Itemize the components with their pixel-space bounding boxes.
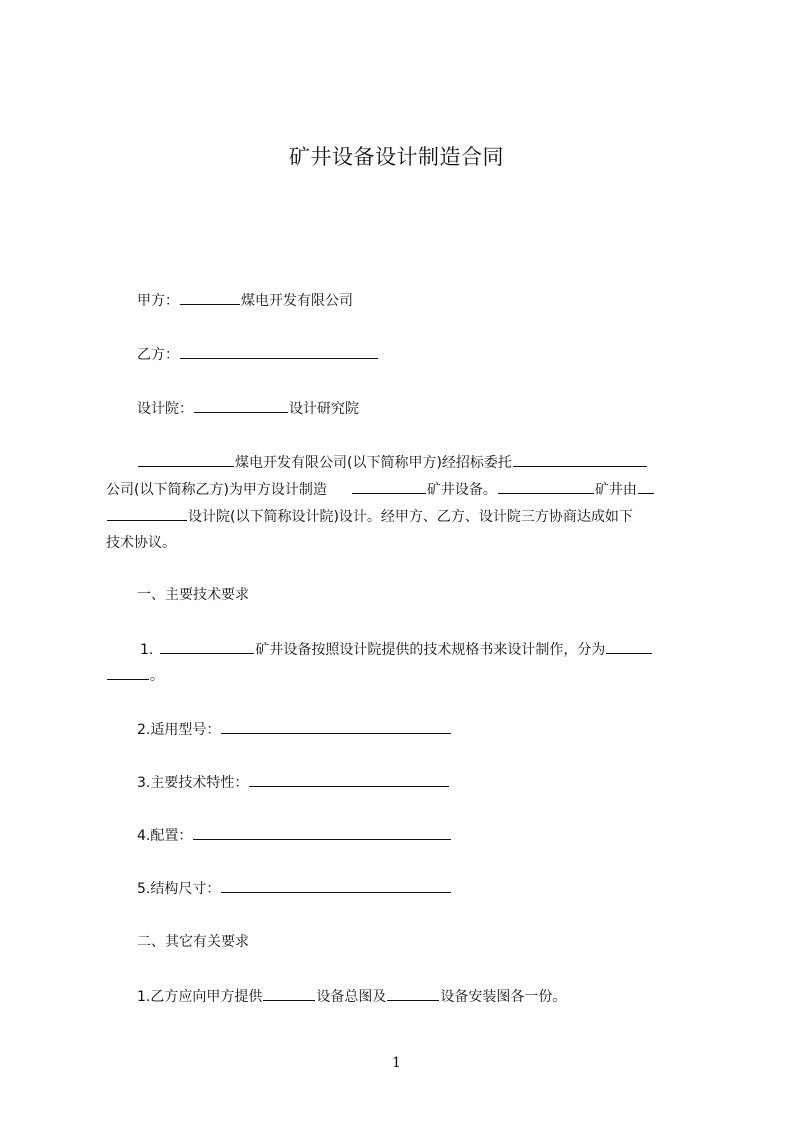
intro-blank-3[interactable]	[352, 479, 426, 494]
intro-line-3	[106, 506, 633, 527]
page-number: 1	[392, 1055, 401, 1071]
party-b-label: 乙方：	[137, 347, 179, 363]
intro-blank-2[interactable]	[513, 452, 647, 467]
section-1-heading: 一、主要技术要求	[137, 587, 249, 603]
intro-text-5: 设计院(以下简称设计院)设计。经甲方、乙方、设计院三方协商达成如下	[188, 509, 633, 525]
item-1-prefix: 1.	[140, 642, 154, 658]
item-2-label: 2.适用型号：	[137, 722, 221, 738]
item-2-line	[137, 719, 452, 740]
intro-blank-5[interactable]	[638, 479, 654, 494]
s2-item-1-text-1: 1.乙方应向甲方提供	[137, 989, 263, 1005]
item-5-line	[137, 878, 452, 899]
s2-item-1-text-2: 设备总图及	[316, 989, 387, 1005]
item-5-label: 5.结构尺寸：	[137, 881, 221, 897]
s2-item-1-text-3: 设备安装图各一份。	[440, 989, 567, 1005]
party-a-name: 煤电开发有限公司	[241, 293, 353, 309]
item-4-label: 4.配置：	[137, 828, 193, 844]
item-4-blank[interactable]	[193, 825, 451, 840]
s2-item-1-blank-2[interactable]	[387, 986, 439, 1001]
item-5-blank[interactable]	[221, 878, 451, 893]
item-1-text: 矿井设备按照设计院提供的技术规格书来设计制作，分为	[255, 642, 606, 658]
section-2-heading: 二、其它有关要求	[137, 934, 249, 950]
item-1-blank-3[interactable]	[107, 665, 149, 680]
item-3-label: 3.主要技术特性：	[137, 775, 249, 791]
item-1-blank-2[interactable]	[606, 639, 652, 654]
institute-name: 设计研究院	[289, 401, 359, 417]
item-3-blank[interactable]	[249, 772, 449, 787]
intro-blank-4[interactable]	[498, 479, 594, 494]
intro-line-2	[106, 479, 655, 500]
intro-text-3: 矿井设备。	[426, 482, 497, 498]
item-1-line-2	[106, 665, 164, 686]
item-1-blank-1[interactable]	[160, 639, 254, 654]
item-1-line-1	[140, 639, 653, 660]
section-2-item-1-line	[137, 986, 566, 1007]
item-2-blank[interactable]	[221, 719, 451, 734]
institute-line	[137, 398, 359, 419]
item-3-line	[137, 772, 450, 793]
intro-line-1	[137, 452, 648, 473]
intro-blank-6[interactable]	[107, 506, 187, 521]
intro-text-4: 矿井由	[594, 482, 637, 498]
institute-blank[interactable]	[194, 398, 288, 413]
party-a-label: 甲方：	[137, 293, 179, 309]
party-a-blank[interactable]	[180, 290, 240, 305]
item-1-end: 。	[150, 668, 164, 684]
party-b-line	[137, 344, 379, 365]
institute-label: 设计院：	[137, 401, 193, 417]
item-4-line	[137, 825, 452, 846]
intro-line-4	[106, 533, 176, 553]
party-b-blank[interactable]	[180, 344, 378, 359]
intro-blank-1[interactable]	[138, 452, 234, 467]
intro-text-1: 煤电开发有限公司(以下简称甲方)经招标委托	[235, 455, 512, 471]
s2-item-1-blank-1[interactable]	[263, 986, 315, 1001]
document-title: 矿井设备设计制造合同	[289, 145, 504, 169]
party-a-line	[137, 290, 353, 311]
intro-text-6: 技术协议。	[106, 535, 176, 551]
intro-text-2: 公司(以下简称乙方)为甲方设计制造	[106, 482, 327, 498]
